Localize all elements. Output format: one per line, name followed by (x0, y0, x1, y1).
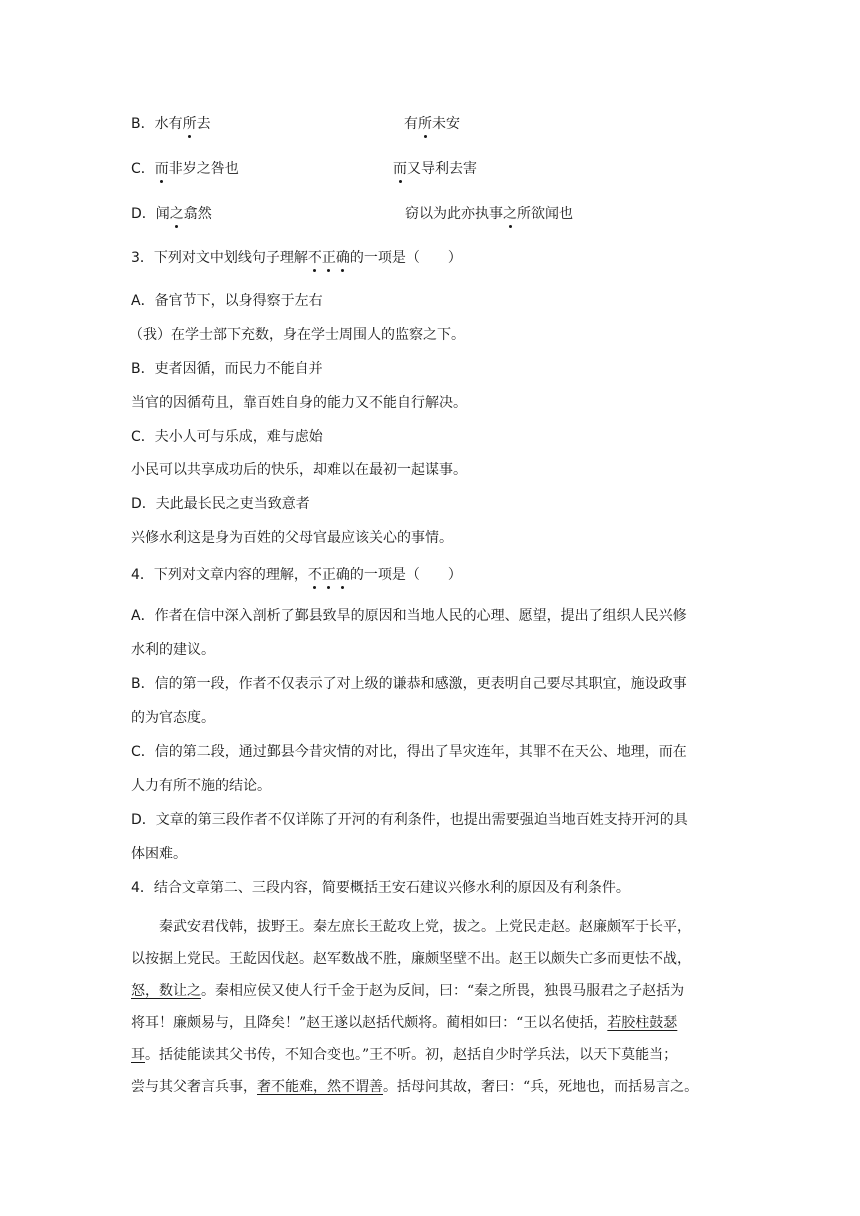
q-summary-stem: 4．结合文章第二、三段内容，简要概括王安石建议兴修水利的原因及有利条件。 (131, 880, 630, 896)
q3-option-d-sentence: D．夫此最长民之吏当致意者 (131, 496, 310, 512)
q3-option-a-sentence: A．备官节下，以身得察于左右 (131, 293, 323, 309)
emphasis-dot-char: 而 (393, 161, 407, 177)
q2-option-b-right: 有所未安 (404, 116, 460, 132)
q2-option-d-left: D．闻之翕然 (131, 206, 212, 222)
q4-option-c-line1: C．信的第二段，通过鄞县今昔灾情的对比，得出了旱灾连年，其罪不在天公、地理，而在 (131, 744, 687, 760)
q2-option-c-left: C．而非岁之咎也 (131, 161, 239, 177)
passage-line-2: 以按据上党民。王龁因伐赵。赵军数战不胜，廉颇坚壁不出。赵王以颇失亡多而更怯不战， (131, 951, 691, 967)
q2-option-c-right: 而又导利去害 (393, 161, 477, 177)
emphasis-dot-char: 正 (321, 250, 336, 266)
emphasis-dot-char: 所 (418, 116, 432, 132)
emphasis-dot-char: 之 (169, 206, 184, 222)
q3-option-b-sentence: B．吏者因循，而民力不能自并 (131, 361, 323, 377)
q4-option-d-line1: D．文章的第三段作者不仅详陈了开河的有利条件，也提出需要强迫当地百姓支持开河的具 (131, 812, 688, 828)
q4-stem: 4．下列对文章内容的理解，不正确的一项是（ ） (131, 567, 462, 583)
emphasis-dot-char: 所 (182, 116, 197, 132)
q4-option-a-line1: A．作者在信中深入剖析了鄞县致旱的原因和当地人民的心理、愿望，提出了组织人民兴修 (131, 608, 687, 624)
q2-option-b-left: B．水有所去 (131, 116, 211, 132)
q3-option-c-sentence: C．夫小人可与乐成，难与虑始 (131, 429, 323, 445)
q3-option-b-explanation: 当官的因循苟且，靠百姓自身的能力又不能自行解决。 (131, 395, 467, 411)
underlined-phrase: 怒，数让之 (131, 983, 201, 999)
underlined-phrase: 若胶柱鼓瑟 (607, 1015, 678, 1031)
emphasis-dot-char: 正 (321, 567, 336, 583)
q3-option-a-explanation: （我）在学士部下充数，身在学士周围人的监察之下。 (129, 327, 465, 343)
passage-line-3: 怒，数让之。秦相应侯又使人行千金于赵为反间，曰：“秦之所畏，独畏马服君之子赵括为 (131, 983, 685, 999)
q3-stem: 3．下列对文中划线句子理解不正确的一项是（ ） (131, 250, 462, 266)
underlined-phrase: 耳 (131, 1047, 145, 1063)
q4-option-c-line2: 人力有所不施的结论。 (131, 778, 271, 794)
emphasis-dot-char: 不 (307, 250, 322, 266)
passage-line-5: 耳。括徒能读其父书传，不知合变也。”王不听。初，赵括自少时学兵法，以天下莫能当； (131, 1047, 678, 1063)
q2-option-d-right: 窃以为此亦执事之所欲闻也 (405, 206, 573, 222)
q4-option-b-line1: B．信的第一段，作者不仅表示了对上级的谦恭和感激，更表明自己要尽其职宜，施设政事 (131, 676, 687, 692)
q4-option-b-line2: 的为官态度。 (131, 710, 215, 726)
emphasis-dot-char: 确 (335, 567, 350, 583)
q4-option-d-line2: 体困难。 (131, 846, 187, 862)
passage-line-4: 将耳！廉颇易与，且降矣！”赵王遂以赵括代颇将。蔺相如曰：“王以名使括，若胶柱鼓瑟 (131, 1015, 678, 1031)
passage-line-6: 尝与其父奢言兵事，奢不能难，然不谓善。括母问其故，奢曰：“兵，死地也，而括易言之。 (131, 1079, 699, 1095)
q3-option-c-explanation: 小民可以共享成功后的快乐，却难以在最初一起谋事。 (131, 462, 467, 478)
emphasis-dot-char: 之 (503, 206, 517, 222)
q4-option-a-line2: 水利的建议。 (131, 642, 215, 658)
underlined-phrase: 奢不能难，然不谓善 (257, 1079, 383, 1095)
emphasis-dot-char: 不 (307, 567, 322, 583)
emphasis-dot-char: 确 (335, 250, 350, 266)
passage-line-1: 秦武安君伐韩，拔野王。秦左庶长王龁攻上党，拔之。上党民走赵。赵廉颇军于长平， (159, 919, 691, 935)
q3-option-d-explanation: 兴修水利这是身为百姓的父母官最应该关心的事情。 (131, 530, 453, 546)
emphasis-dot-char: 而 (154, 161, 169, 177)
